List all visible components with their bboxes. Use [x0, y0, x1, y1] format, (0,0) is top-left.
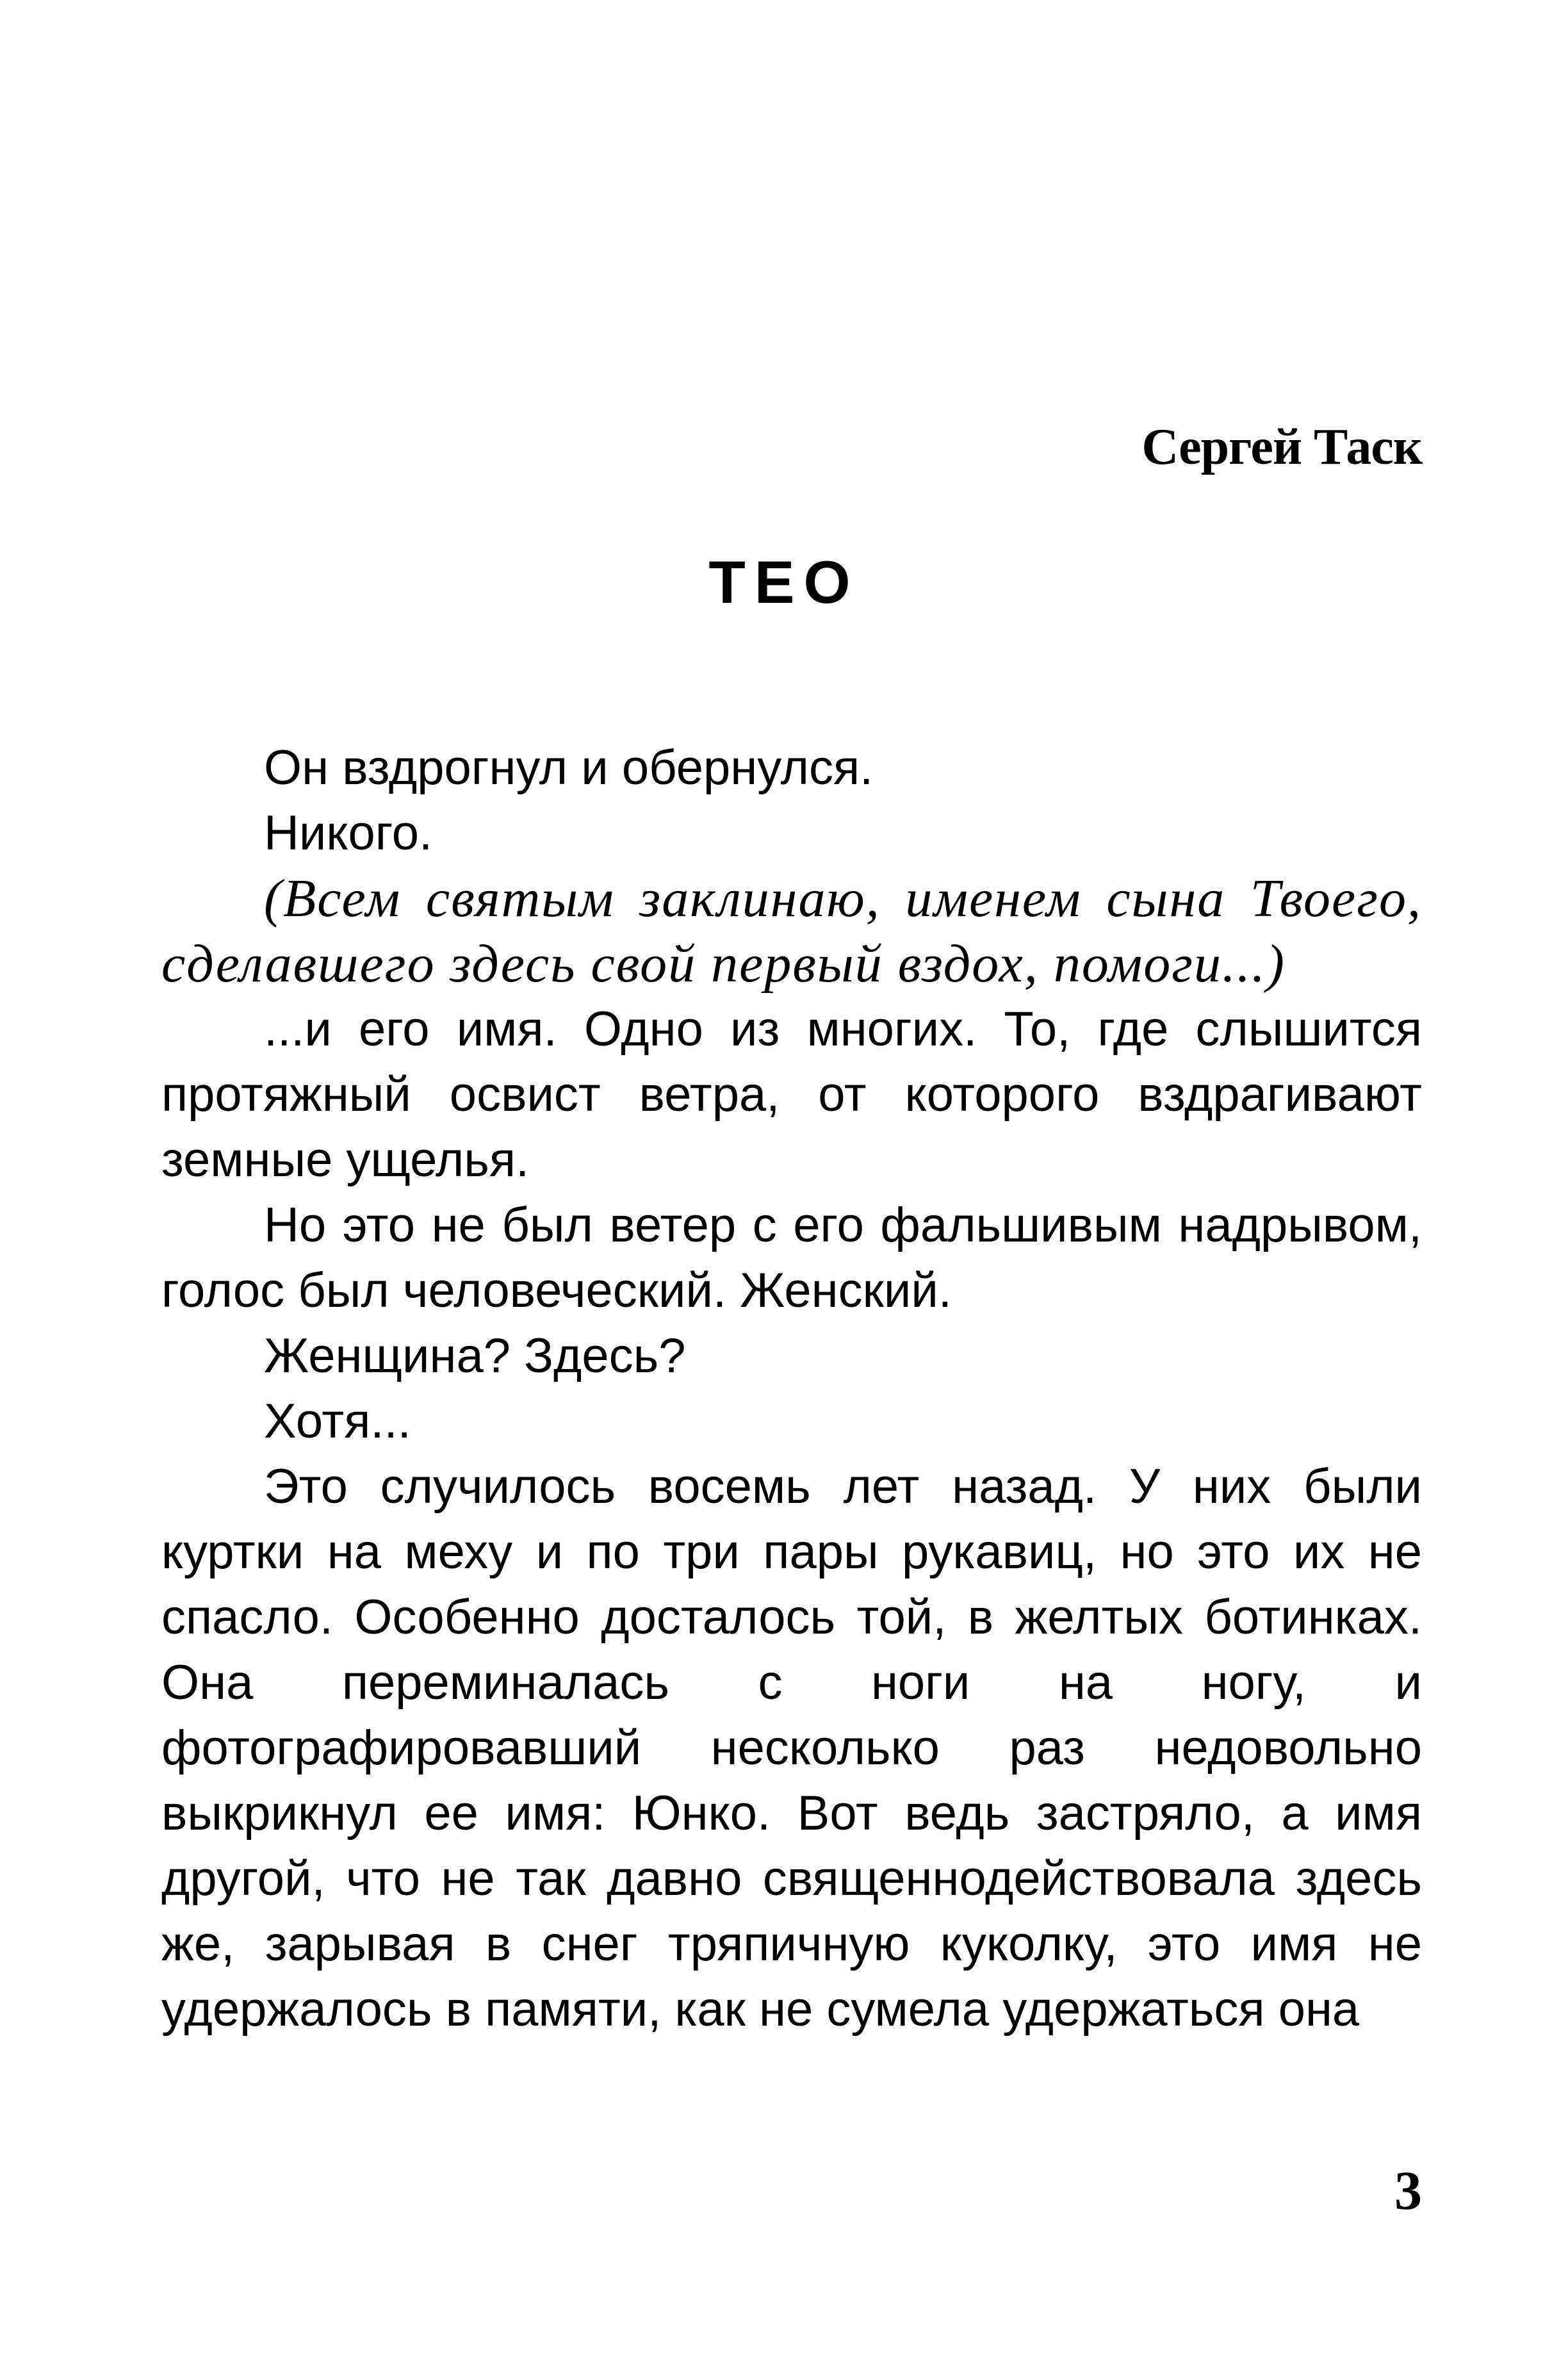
author-name: Сергей Таск: [1141, 419, 1422, 475]
paragraph: Женщина? Здесь?: [264, 1329, 686, 1383]
paragraph-italic-prayer: (Всем святым заклинаю, именем сына Твоего, сделавшего здесь свой первый вздох, помоги...): [161, 869, 1422, 994]
page-number: 3: [1394, 2160, 1422, 2221]
paragraph: Никого.: [264, 806, 433, 860]
paragraph: Хотя...: [264, 1394, 411, 1448]
story-title: ТЕО: [708, 548, 860, 616]
paragraph: Но это не был ветер с его фальшивым надрывом, голос был человеческий. Женский.: [161, 1198, 1422, 1318]
paragraph: ...и его имя. Одно из многих. То, где слышится протяжный освист ветра, от которого вздрагивают земные ущелья.: [161, 1002, 1422, 1187]
paragraph: Он вздрогнул и обернулся.: [264, 741, 874, 795]
story-body: [161, 735, 1422, 2042]
paragraph: Это случилось восемь лет назад. У них были куртки на меху и по три пары рукавиц, но это их не спасло. Особенно досталось той, в желтых ботинках. Она переминалась с ноги на ногу, и фотографировавший несколько раз недовольно выкрикнул ее имя: Юнко. Вот ведь застряло, а имя другой, что не так давно священнодействовала здесь же, зарывая в снег тряпичную куколку, это имя не удержалось в памяти, как не сумела удержаться она: [161, 1459, 1422, 2037]
